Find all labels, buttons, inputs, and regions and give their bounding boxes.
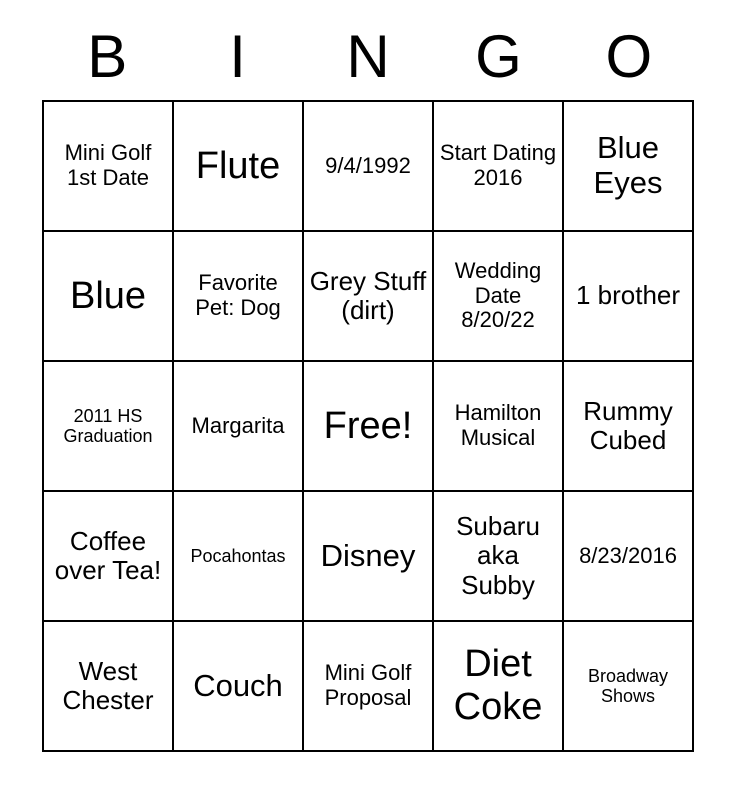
bingo-cell[interactable] [303, 231, 433, 361]
bingo-cell[interactable] [433, 361, 563, 491]
bingo-cell-text: Mini Golf 1st Date [64, 140, 152, 190]
bingo-cell-text: Subaru aka Subby [456, 511, 540, 600]
header-letter-i: I [229, 23, 246, 90]
bingo-cell-text: 2011 HS Graduation [63, 405, 153, 446]
header-letter-n: N [346, 23, 390, 90]
bingo-cell[interactable] [303, 491, 433, 621]
bingo-cell[interactable] [563, 491, 693, 621]
bingo-cell-text: Couch [193, 667, 283, 703]
header-letter-o: O [605, 23, 653, 90]
bingo-row [43, 361, 693, 491]
bingo-cell[interactable] [173, 101, 303, 231]
bingo-cell[interactable] [173, 231, 303, 361]
bingo-cell-text: Wedding Date 8/20/22 [454, 258, 542, 333]
bingo-cell-text: Disney [320, 537, 416, 573]
bingo-grid-wrapper [42, 100, 694, 752]
bingo-cell[interactable] [433, 101, 563, 231]
bingo-cell-text: Grey Stuff (dirt) [309, 265, 427, 325]
bingo-cell[interactable] [303, 621, 433, 751]
bingo-cell-text: Mini Golf Proposal [324, 660, 412, 710]
bingo-cell[interactable] [173, 491, 303, 621]
bingo-row [43, 621, 693, 751]
bingo-row [43, 101, 693, 231]
bingo-cell[interactable] [43, 101, 173, 231]
bingo-cell-text: Blue Eyes [593, 130, 663, 200]
bingo-cell[interactable] [43, 491, 173, 621]
bingo-cell[interactable] [173, 621, 303, 751]
bingo-cell[interactable] [433, 491, 563, 621]
bingo-cell-text: Diet Coke [453, 643, 543, 728]
bingo-row [43, 231, 693, 361]
bingo-cell-text: Broadway Shows [587, 665, 669, 706]
bingo-cell[interactable] [43, 361, 173, 491]
bingo-cell-text: Blue [69, 274, 147, 317]
bingo-cell-text: Free! [323, 404, 413, 447]
bingo-cell-free[interactable] [303, 361, 433, 491]
bingo-cell[interactable] [433, 231, 563, 361]
bingo-cell-text: 8/23/2016 [579, 542, 677, 568]
bingo-cell-text: Margarita [191, 412, 285, 438]
bingo-cell-text: 1 brother [575, 280, 681, 311]
bingo-cell[interactable] [303, 101, 433, 231]
bingo-grid [42, 100, 694, 752]
bingo-cell-text: Rummy Cubed [583, 395, 673, 455]
header-letter-g: G [475, 23, 522, 90]
bingo-cell-text: Hamilton Musical [454, 400, 542, 450]
bingo-row [43, 491, 693, 621]
bingo-header [42, 0, 694, 90]
bingo-cell[interactable] [563, 621, 693, 751]
bingo-cell-text: Start Dating 2016 [439, 140, 557, 190]
bingo-cell[interactable] [563, 231, 693, 361]
bingo-cell[interactable] [433, 621, 563, 751]
bingo-cell-text: 9/4/1992 [325, 152, 411, 178]
bingo-cell-text: Coffee over Tea! [54, 525, 162, 585]
bingo-cell-text: Favorite Pet: Dog [195, 270, 281, 320]
bingo-cell[interactable] [563, 361, 693, 491]
bingo-cell[interactable] [43, 231, 173, 361]
bingo-cell[interactable] [173, 361, 303, 491]
bingo-cell-text: Flute [195, 144, 281, 187]
bingo-cell-text: West Chester [62, 655, 154, 715]
header-letter-b: B [87, 23, 128, 90]
bingo-cell-text: Pocahontas [190, 545, 286, 566]
bingo-cell[interactable] [563, 101, 693, 231]
bingo-cell[interactable] [43, 621, 173, 751]
